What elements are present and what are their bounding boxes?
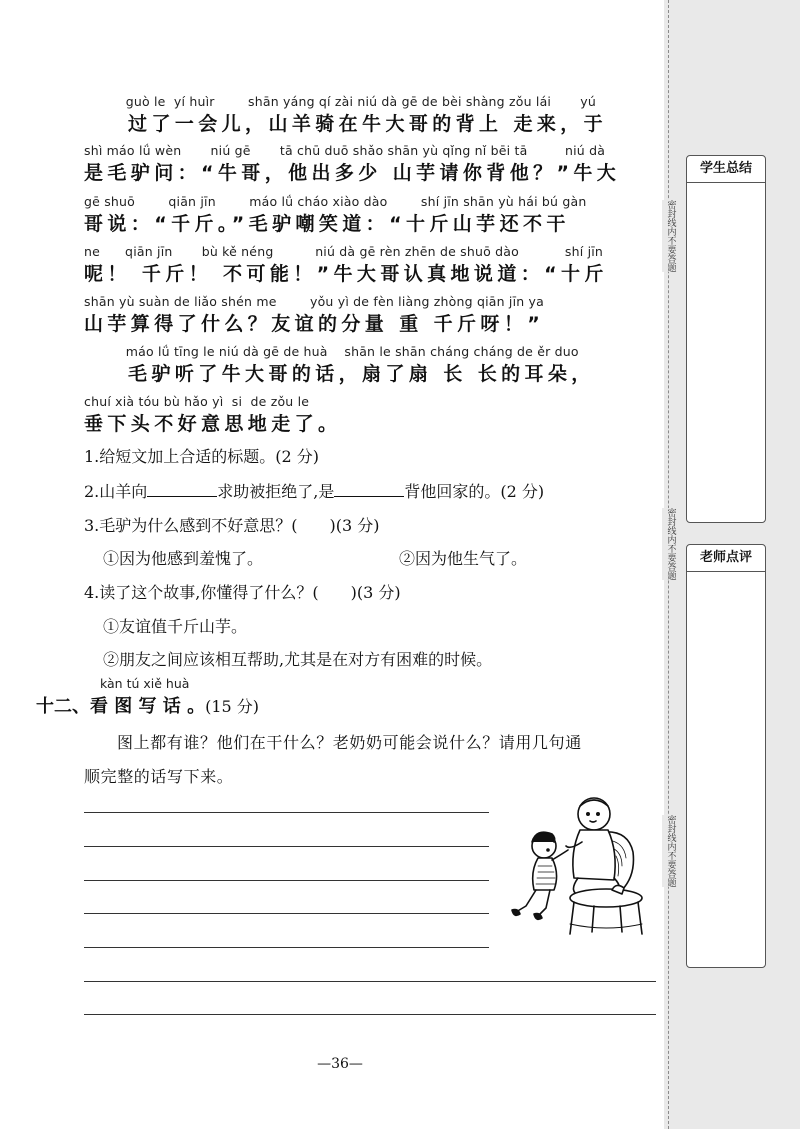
grandma-and-child-illustration bbox=[508, 792, 650, 942]
section-name: 看 图 写 话 。 bbox=[90, 696, 206, 717]
section-title bbox=[36, 692, 259, 718]
seal-warning-text: 密封线内不要答题 bbox=[662, 200, 674, 272]
hanzi-line: 山芋算得了什么？友谊的分量 重 千斤呀！” bbox=[84, 313, 545, 335]
hanzi-line: 过了一会儿，山羊骑在牛大哥的背上 走来，于 bbox=[84, 113, 608, 135]
section-prompt-line-1: 图上都有谁？他们在干什么？老奶奶可能会说什么？请用几句通 bbox=[117, 733, 582, 752]
hanzi-line: 垂下头不好意思地走了。 bbox=[84, 413, 342, 435]
hanzi-line: 哥说：“千斤。”毛驴嘲笑道：“十斤山芋还不干 bbox=[84, 213, 570, 235]
question-1: 1.给短文加上合适的标题。(2 分) bbox=[84, 447, 320, 466]
story-line bbox=[84, 143, 664, 187]
writing-line[interactable] bbox=[84, 846, 489, 847]
student-summary-heading: 学生总结 bbox=[687, 156, 765, 183]
hanzi-line: 呢！ 千斤！ 不可能！”牛大哥认真地说道：“十斤 bbox=[84, 263, 608, 285]
pinyin-line: shān yù suàn de liǎo shén me yǒu yì de fèn liàng zhòng qiān jīn ya bbox=[84, 294, 545, 309]
story-line bbox=[84, 94, 664, 138]
hanzi-line: 毛驴听了牛大哥的话，扇了扇 长 长的耳朵， bbox=[84, 363, 595, 385]
q3-option-1: ①因为他感到羞愧了。 bbox=[103, 549, 264, 568]
writing-line[interactable] bbox=[84, 947, 489, 948]
q4-option-2: ②朋友之间应该相互帮助,尤其是在对方有困难的时候。 bbox=[103, 650, 493, 669]
pinyin-line: guò le yí huìr shān yáng qí zài niú dà gē de bèi shàng zǒu lái yú bbox=[84, 94, 597, 109]
story-line bbox=[84, 194, 664, 238]
story-line bbox=[84, 344, 664, 388]
story-line bbox=[84, 294, 664, 338]
writing-line[interactable] bbox=[84, 1014, 656, 1015]
seal-warning-text: 密封线内不要答题 bbox=[662, 815, 674, 887]
question-2 bbox=[84, 479, 544, 502]
writing-line[interactable] bbox=[84, 913, 489, 914]
writing-line[interactable] bbox=[84, 812, 489, 813]
seal-warning-text: 密封线内不要答题 bbox=[662, 508, 674, 580]
teacher-comment-box[interactable] bbox=[686, 544, 766, 968]
question-3: 3.毛驴为什么感到不好意思？( )(3 分) bbox=[84, 516, 380, 535]
section-prompt-line-2: 顺完整的话写下来。 bbox=[84, 767, 234, 786]
pinyin-line: shì máo lǘ wèn niú gē tā chū duō shǎo shān yù qǐng nǐ bēi tā niú dà bbox=[84, 143, 606, 158]
q2-text-a: 2.山羊向 bbox=[84, 482, 148, 501]
section-points: (15 分) bbox=[205, 697, 260, 716]
writing-line[interactable] bbox=[84, 880, 489, 881]
q2-text-c: 背他回家的。(2 分) bbox=[404, 482, 545, 501]
pinyin-line: chuí xià tóu bù hǎo yì si de zǒu le bbox=[84, 394, 310, 409]
answer-blank-1[interactable] bbox=[147, 482, 217, 497]
section-number: 十二、 bbox=[36, 696, 90, 717]
answer-blank-2[interactable] bbox=[334, 482, 404, 497]
writing-line[interactable] bbox=[84, 981, 656, 982]
pinyin-line: máo lǘ tīng le niú dà gē de huà shān le shān cháng cháng de ěr duo bbox=[84, 344, 579, 359]
section-title-pinyin: kàn tú xiě huà bbox=[100, 676, 190, 691]
q4-option-1: ①友谊值千斤山芋。 bbox=[103, 617, 248, 636]
q2-text-b: 求助被拒绝了,是 bbox=[217, 482, 335, 501]
teacher-comment-heading: 老师点评 bbox=[687, 545, 765, 572]
page-number: —36— bbox=[317, 1056, 363, 1072]
question-4: 4.读了这个故事,你懂得了什么？( )(3 分) bbox=[84, 583, 401, 602]
story-line bbox=[84, 394, 664, 438]
q3-option-2: ②因为他生气了。 bbox=[399, 549, 528, 568]
pinyin-line: ne qiān jīn bù kě néng niú dà gē rèn zhēn de shuō dào shí jīn bbox=[84, 244, 604, 259]
student-summary-box[interactable] bbox=[686, 155, 766, 523]
pinyin-line: gē shuō qiān jīn máo lǘ cháo xiào dào shí jīn shān yù hái bú gàn bbox=[84, 194, 587, 209]
hanzi-line: 是毛驴问：“牛哥，他出多少 山芋请你背他？”牛大 bbox=[84, 162, 621, 184]
story-line bbox=[84, 244, 664, 288]
